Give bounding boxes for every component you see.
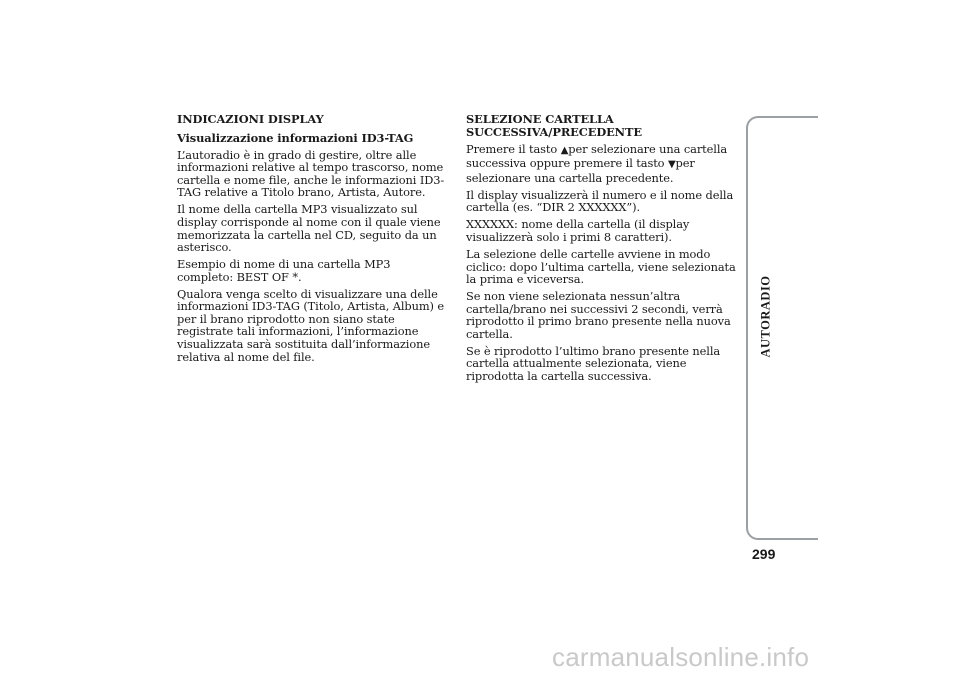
- up-arrow-icon: ▲: [560, 144, 569, 156]
- page-number: 299: [752, 546, 776, 562]
- paragraph-cyclic: La selezione delle cartelle avviene in modo ciclico: dopo l’ultima cartella, viene selezionata la prima e viceversa.: [466, 246, 736, 287]
- section-heading-display: INDICAZIONI DISPLAY: [177, 112, 324, 126]
- paragraph-folder-chars: XXXXXX: nome della cartella (il display visualizzerà solo i primi 8 caratteri).: [466, 217, 690, 244]
- left-column: [177, 113, 449, 368]
- watermark: carmanualsonline.info: [552, 642, 810, 672]
- text-press-key: Premere il tasto: [466, 141, 561, 156]
- right-column: [466, 113, 742, 387]
- paragraph-folder-name: Il nome della cartella MP3 visualizzato sul display corrisponde al nome con il quale viene memorizzata la cartella nel CD, seguito da un asterisco.: [177, 202, 441, 255]
- heading-line-2: SUCCESSIVA/PRECEDENTE: [466, 124, 642, 139]
- heading-line-1: SELEZIONE CARTELLA: [466, 112, 614, 126]
- paragraph-id3-intro: L’autoradio è in grado di gestire, oltre alle informazioni relative al tempo trascorso, nome cartella e nome file, anche le informazioni ID3-TAG relative a Titolo brano, Artista, Autore.: [177, 147, 445, 200]
- subheading-id3-tag: Visualizzazione informazioni ID3-TAG: [177, 130, 414, 145]
- down-arrow-icon: ▼: [667, 159, 676, 171]
- paragraph-last-track: Se è riprodotto l’ultimo brano presente nella cartella attualmente selezionata, viene riprodotta la cartella successiva.: [466, 343, 721, 384]
- text-next-folder: per selezionare una cartella successiva oppure premere il tasto: [466, 141, 728, 171]
- text-prev-folder: per selezionare una cartella precedente.: [466, 156, 695, 185]
- paragraph-display-shows: Il display visualizzerà il numero e il nome della cartella (es. “DIR 2 XXXXXX”).: [466, 187, 734, 215]
- paragraph-fallback: Qualora venga scelto di visualizzare una delle informazioni ID3-TAG (Titolo, Artista, Album) e per il brano riprodotto non siano state registrate tali informazioni, l’informazione visualizzata sarà sostituita dall’informazione relativa al nome del file.: [177, 286, 445, 364]
- paragraph-example: Esempio di nome di una cartella MP3 completo: BEST OF *.: [177, 257, 391, 284]
- chapter-tab-label: AUTORADIO: [758, 274, 773, 358]
- paragraph-timeout: Se non viene selezionata nessun’altra cartella/brano nei successivi 2 secondi, verrà riprodotto il primo brano presente nella nuova cartella.: [466, 289, 731, 341]
- paragraph-press-keys: [466, 143, 742, 185]
- section-heading-folder-select: [466, 113, 742, 138]
